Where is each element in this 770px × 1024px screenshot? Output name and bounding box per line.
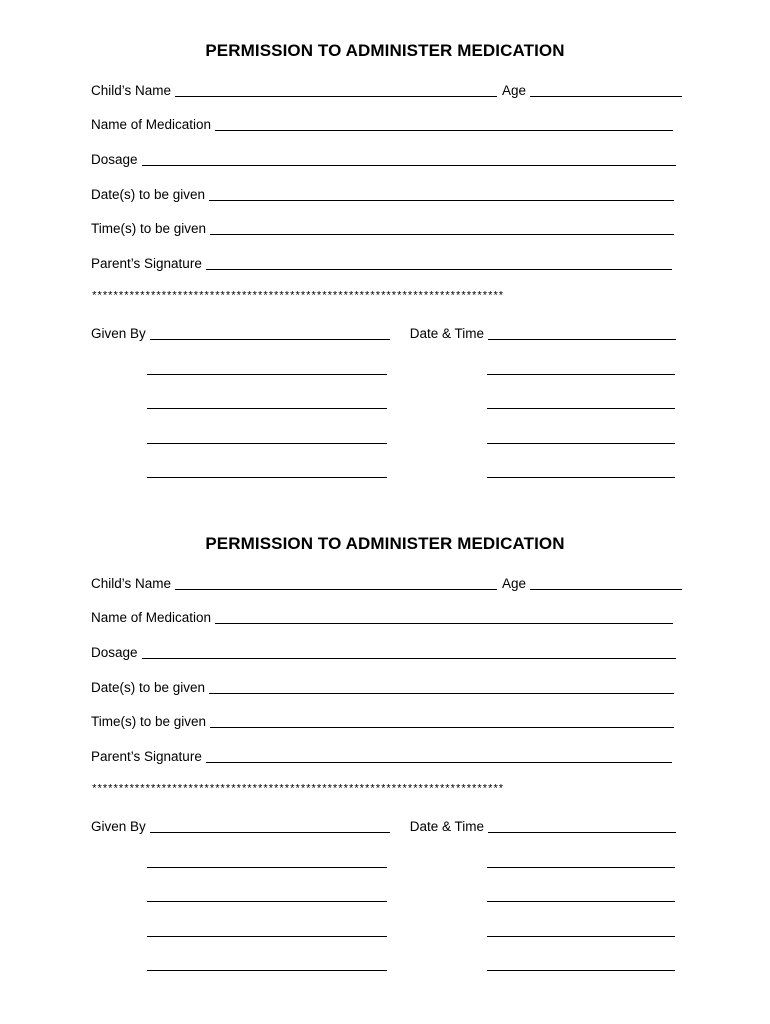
date-time-line[interactable] xyxy=(487,936,675,937)
dosage-label: Dosage xyxy=(91,152,138,167)
medication-form-2 xyxy=(0,493,770,986)
dates-field[interactable] xyxy=(209,693,674,694)
age-label: Age xyxy=(502,83,527,98)
signature-row xyxy=(91,253,672,273)
given-by-line[interactable] xyxy=(147,970,387,971)
times-field[interactable] xyxy=(210,234,674,235)
times-row xyxy=(91,711,674,731)
given-by-label: Given By xyxy=(91,819,146,834)
date-time-line[interactable] xyxy=(487,970,675,971)
dosage-field[interactable] xyxy=(142,658,676,659)
dosage-field[interactable] xyxy=(142,165,676,166)
medication-field[interactable] xyxy=(215,130,673,131)
given-by-line[interactable] xyxy=(147,443,387,444)
dates-row xyxy=(91,677,674,697)
medication-row xyxy=(91,114,673,134)
date-time-line[interactable] xyxy=(487,867,675,868)
date-time-label: Date & Time xyxy=(409,326,485,341)
times-label: Time(s) to be given xyxy=(91,714,207,729)
date-time-line[interactable] xyxy=(487,443,675,444)
given-by-label: Given By xyxy=(91,326,146,341)
childs-name-row xyxy=(91,573,682,593)
medication-form-1 xyxy=(0,0,770,493)
childs-name-field[interactable] xyxy=(175,589,497,590)
given-by-row xyxy=(91,816,676,836)
signature-field[interactable] xyxy=(206,762,672,763)
form-title: PERMISSION TO ADMINISTER MEDICATION xyxy=(205,534,565,553)
given-by-field[interactable] xyxy=(150,832,390,833)
dates-field[interactable] xyxy=(209,200,674,201)
childs-name-label: Child’s Name xyxy=(91,576,172,591)
date-time-field[interactable] xyxy=(488,339,676,340)
given-by-line[interactable] xyxy=(147,901,387,902)
age-label: Age xyxy=(502,576,527,591)
childs-name-label: Child’s Name xyxy=(91,83,172,98)
age-field[interactable] xyxy=(530,96,682,97)
separator: ***************************************************************************** xyxy=(91,784,504,796)
signature-field[interactable] xyxy=(206,269,672,270)
medication-label: Name of Medication xyxy=(91,610,212,625)
times-field[interactable] xyxy=(210,727,674,728)
form-title: PERMISSION TO ADMINISTER MEDICATION xyxy=(205,41,565,60)
date-time-line[interactable] xyxy=(487,477,675,478)
given-by-line[interactable] xyxy=(147,936,387,937)
given-by-row xyxy=(91,323,676,343)
dates-row xyxy=(91,184,674,204)
dates-label: Date(s) to be given xyxy=(91,680,206,695)
given-by-field[interactable] xyxy=(150,339,390,340)
date-time-field[interactable] xyxy=(488,832,676,833)
signature-label: Parent’s Signature xyxy=(91,256,202,271)
date-time-line[interactable] xyxy=(487,901,675,902)
childs-name-field[interactable] xyxy=(175,96,497,97)
medication-field[interactable] xyxy=(215,623,673,624)
date-time-line[interactable] xyxy=(487,374,675,375)
times-label: Time(s) to be given xyxy=(91,221,207,236)
given-by-line[interactable] xyxy=(147,408,387,409)
given-by-line[interactable] xyxy=(147,374,387,375)
age-field[interactable] xyxy=(530,589,682,590)
date-time-line[interactable] xyxy=(487,408,675,409)
signature-label: Parent’s Signature xyxy=(91,749,202,764)
signature-row xyxy=(91,746,672,766)
given-by-line[interactable] xyxy=(147,477,387,478)
medication-row xyxy=(91,607,673,627)
date-time-label: Date & Time xyxy=(409,819,485,834)
dates-label: Date(s) to be given xyxy=(91,187,206,202)
times-row xyxy=(91,218,674,238)
separator: ***************************************************************************** xyxy=(91,291,504,303)
dosage-row xyxy=(91,642,676,662)
medication-label: Name of Medication xyxy=(91,117,212,132)
childs-name-row xyxy=(91,80,682,100)
dosage-label: Dosage xyxy=(91,645,138,660)
dosage-row xyxy=(91,149,676,169)
given-by-line[interactable] xyxy=(147,867,387,868)
